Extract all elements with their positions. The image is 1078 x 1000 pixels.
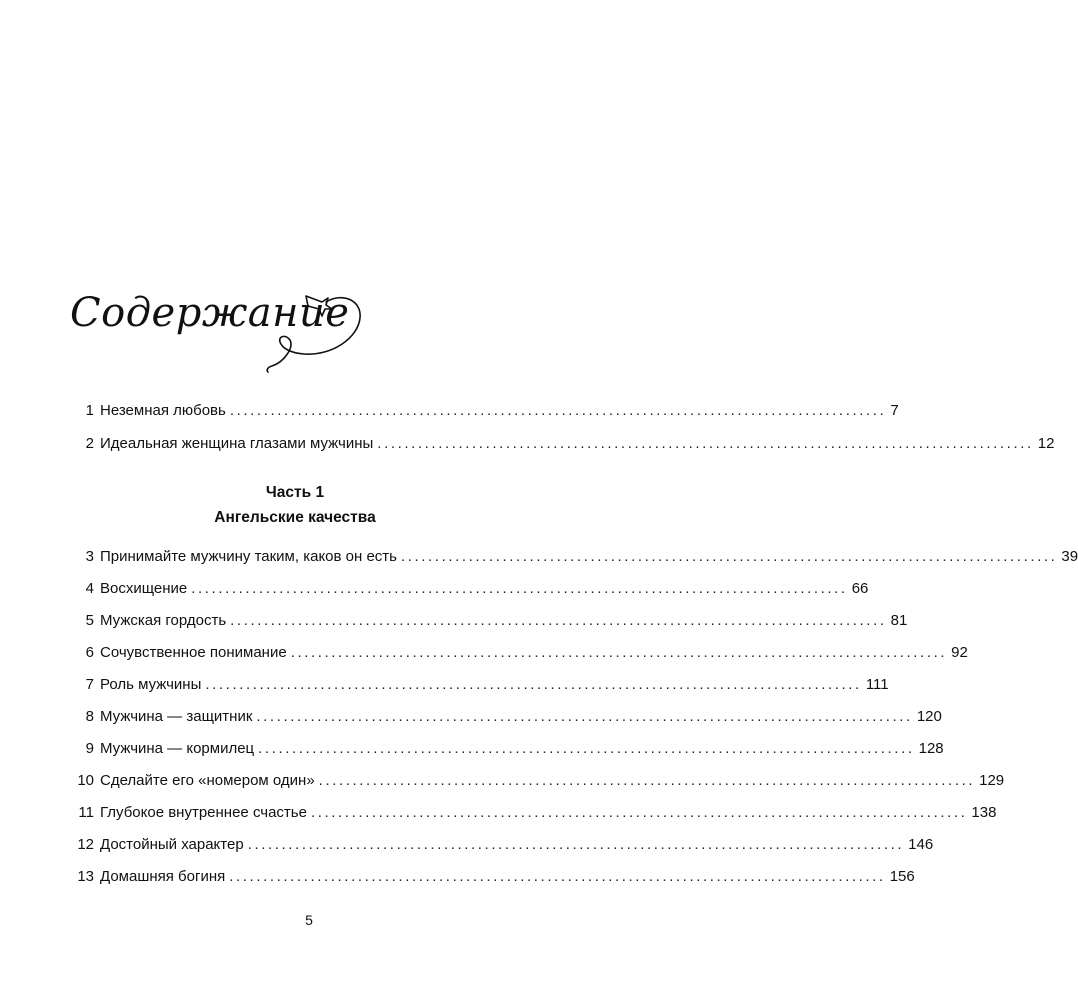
toc-entry-8[interactable] [74, 706, 942, 728]
toc-entry-number: 6 [85, 644, 94, 661]
toc-entry-3[interactable] [74, 546, 1078, 568]
toc-entry-number: 3 [85, 548, 94, 565]
toc-entry-page: 128 [918, 740, 944, 757]
toc-entry-title: Неземная любовь [100, 402, 226, 419]
toc-entry-page: 39 [1061, 548, 1078, 565]
toc-entry-number: 10 [77, 772, 94, 789]
toc-entry-title: Роль мужчины [100, 676, 202, 693]
leader-dots: ................................................................................................. [229, 402, 887, 419]
toc-entry-title: Принимайте мужчину таким, каков он есть [100, 548, 397, 565]
leader-dots: ................................................................................................. [377, 435, 1034, 452]
toc-entry-number: 2 [85, 435, 94, 452]
toc-entry-page: 138 [971, 804, 997, 821]
toc-entry-title: Восхищение [100, 580, 188, 597]
part-label: Часть 1 [265, 484, 325, 501]
leader-dots: ................................................................................................. [230, 612, 887, 629]
toc-entry-page: 156 [889, 868, 915, 885]
toc-entry-number: 13 [77, 868, 94, 885]
toc-entry-page: 120 [916, 708, 942, 725]
toc-entry-title: Достойный характер [100, 836, 244, 853]
airplane-flourish-icon [262, 278, 372, 388]
part-title: Ангельские качества [214, 509, 376, 526]
toc-entry-7[interactable] [74, 674, 889, 696]
toc-entry-number: 1 [85, 402, 94, 419]
toc-entry-5[interactable] [74, 610, 908, 632]
toc-entry-title: Домашняя богиня [100, 868, 226, 885]
toc-entry-title: Идеальная женщина глазами мужчины [100, 435, 374, 452]
toc-entry-title: Глубокое внутреннее счастье [100, 804, 307, 821]
toc-entry-number: 5 [85, 612, 94, 629]
leader-dots: ................................................................................................. [191, 580, 848, 597]
leader-dots: ................................................................................................. [310, 804, 968, 821]
toc-entry-page: 81 [890, 612, 908, 629]
toc-entry-2[interactable] [74, 433, 1055, 455]
leader-dots: ................................................................................................. [258, 740, 915, 757]
contents-heading-text: Содержание [70, 290, 350, 336]
page-number: 5 [305, 912, 313, 928]
leader-dots: ................................................................................................. [256, 708, 913, 725]
leader-dots: ................................................................................................. [318, 772, 976, 789]
toc-entry-page: 66 [851, 580, 869, 597]
leader-dots: ................................................................................................. [229, 868, 886, 885]
toc-entry-9[interactable] [74, 738, 944, 760]
toc-entry-1[interactable] [74, 400, 899, 422]
leader-dots: ................................................................................................. [205, 676, 862, 693]
toc-entry-title: Мужская гордость [100, 612, 227, 629]
toc-entry-title: Мужчина — кормилец [100, 740, 255, 757]
toc-entry-10[interactable] [74, 770, 1005, 792]
toc-entry-number: 4 [85, 580, 94, 597]
toc-entry-number: 9 [85, 740, 94, 757]
toc-entry-number: 12 [77, 836, 94, 853]
toc-entry-number: 11 [78, 804, 94, 821]
toc-entry-page: 92 [951, 644, 968, 661]
toc-entry-page: 111 [865, 676, 889, 693]
leader-dots: ................................................................................................. [247, 836, 905, 853]
toc-entry-11[interactable] [74, 802, 997, 824]
toc-entry-page: 129 [979, 772, 1005, 789]
toc-entry-number: 7 [85, 676, 94, 693]
toc-entry-6[interactable] [74, 642, 968, 664]
toc-entry-13[interactable] [74, 866, 915, 888]
toc-entry-title: Мужчина — защитник [100, 708, 253, 725]
toc-entry-page: 146 [908, 836, 934, 853]
toc-entry-page: 12 [1037, 435, 1055, 452]
toc-entry-page: 7 [890, 402, 899, 419]
leader-dots: ................................................................................................. [290, 644, 948, 661]
toc-entry-title: Сделайте его «номером один» [100, 772, 315, 789]
toc-entry-12[interactable] [74, 834, 934, 856]
toc-entry-4[interactable] [74, 578, 869, 600]
toc-entry-number: 8 [85, 708, 94, 725]
toc-entry-title: Сочувственное понимание [100, 644, 287, 661]
leader-dots: ................................................................................................. [400, 548, 1058, 565]
